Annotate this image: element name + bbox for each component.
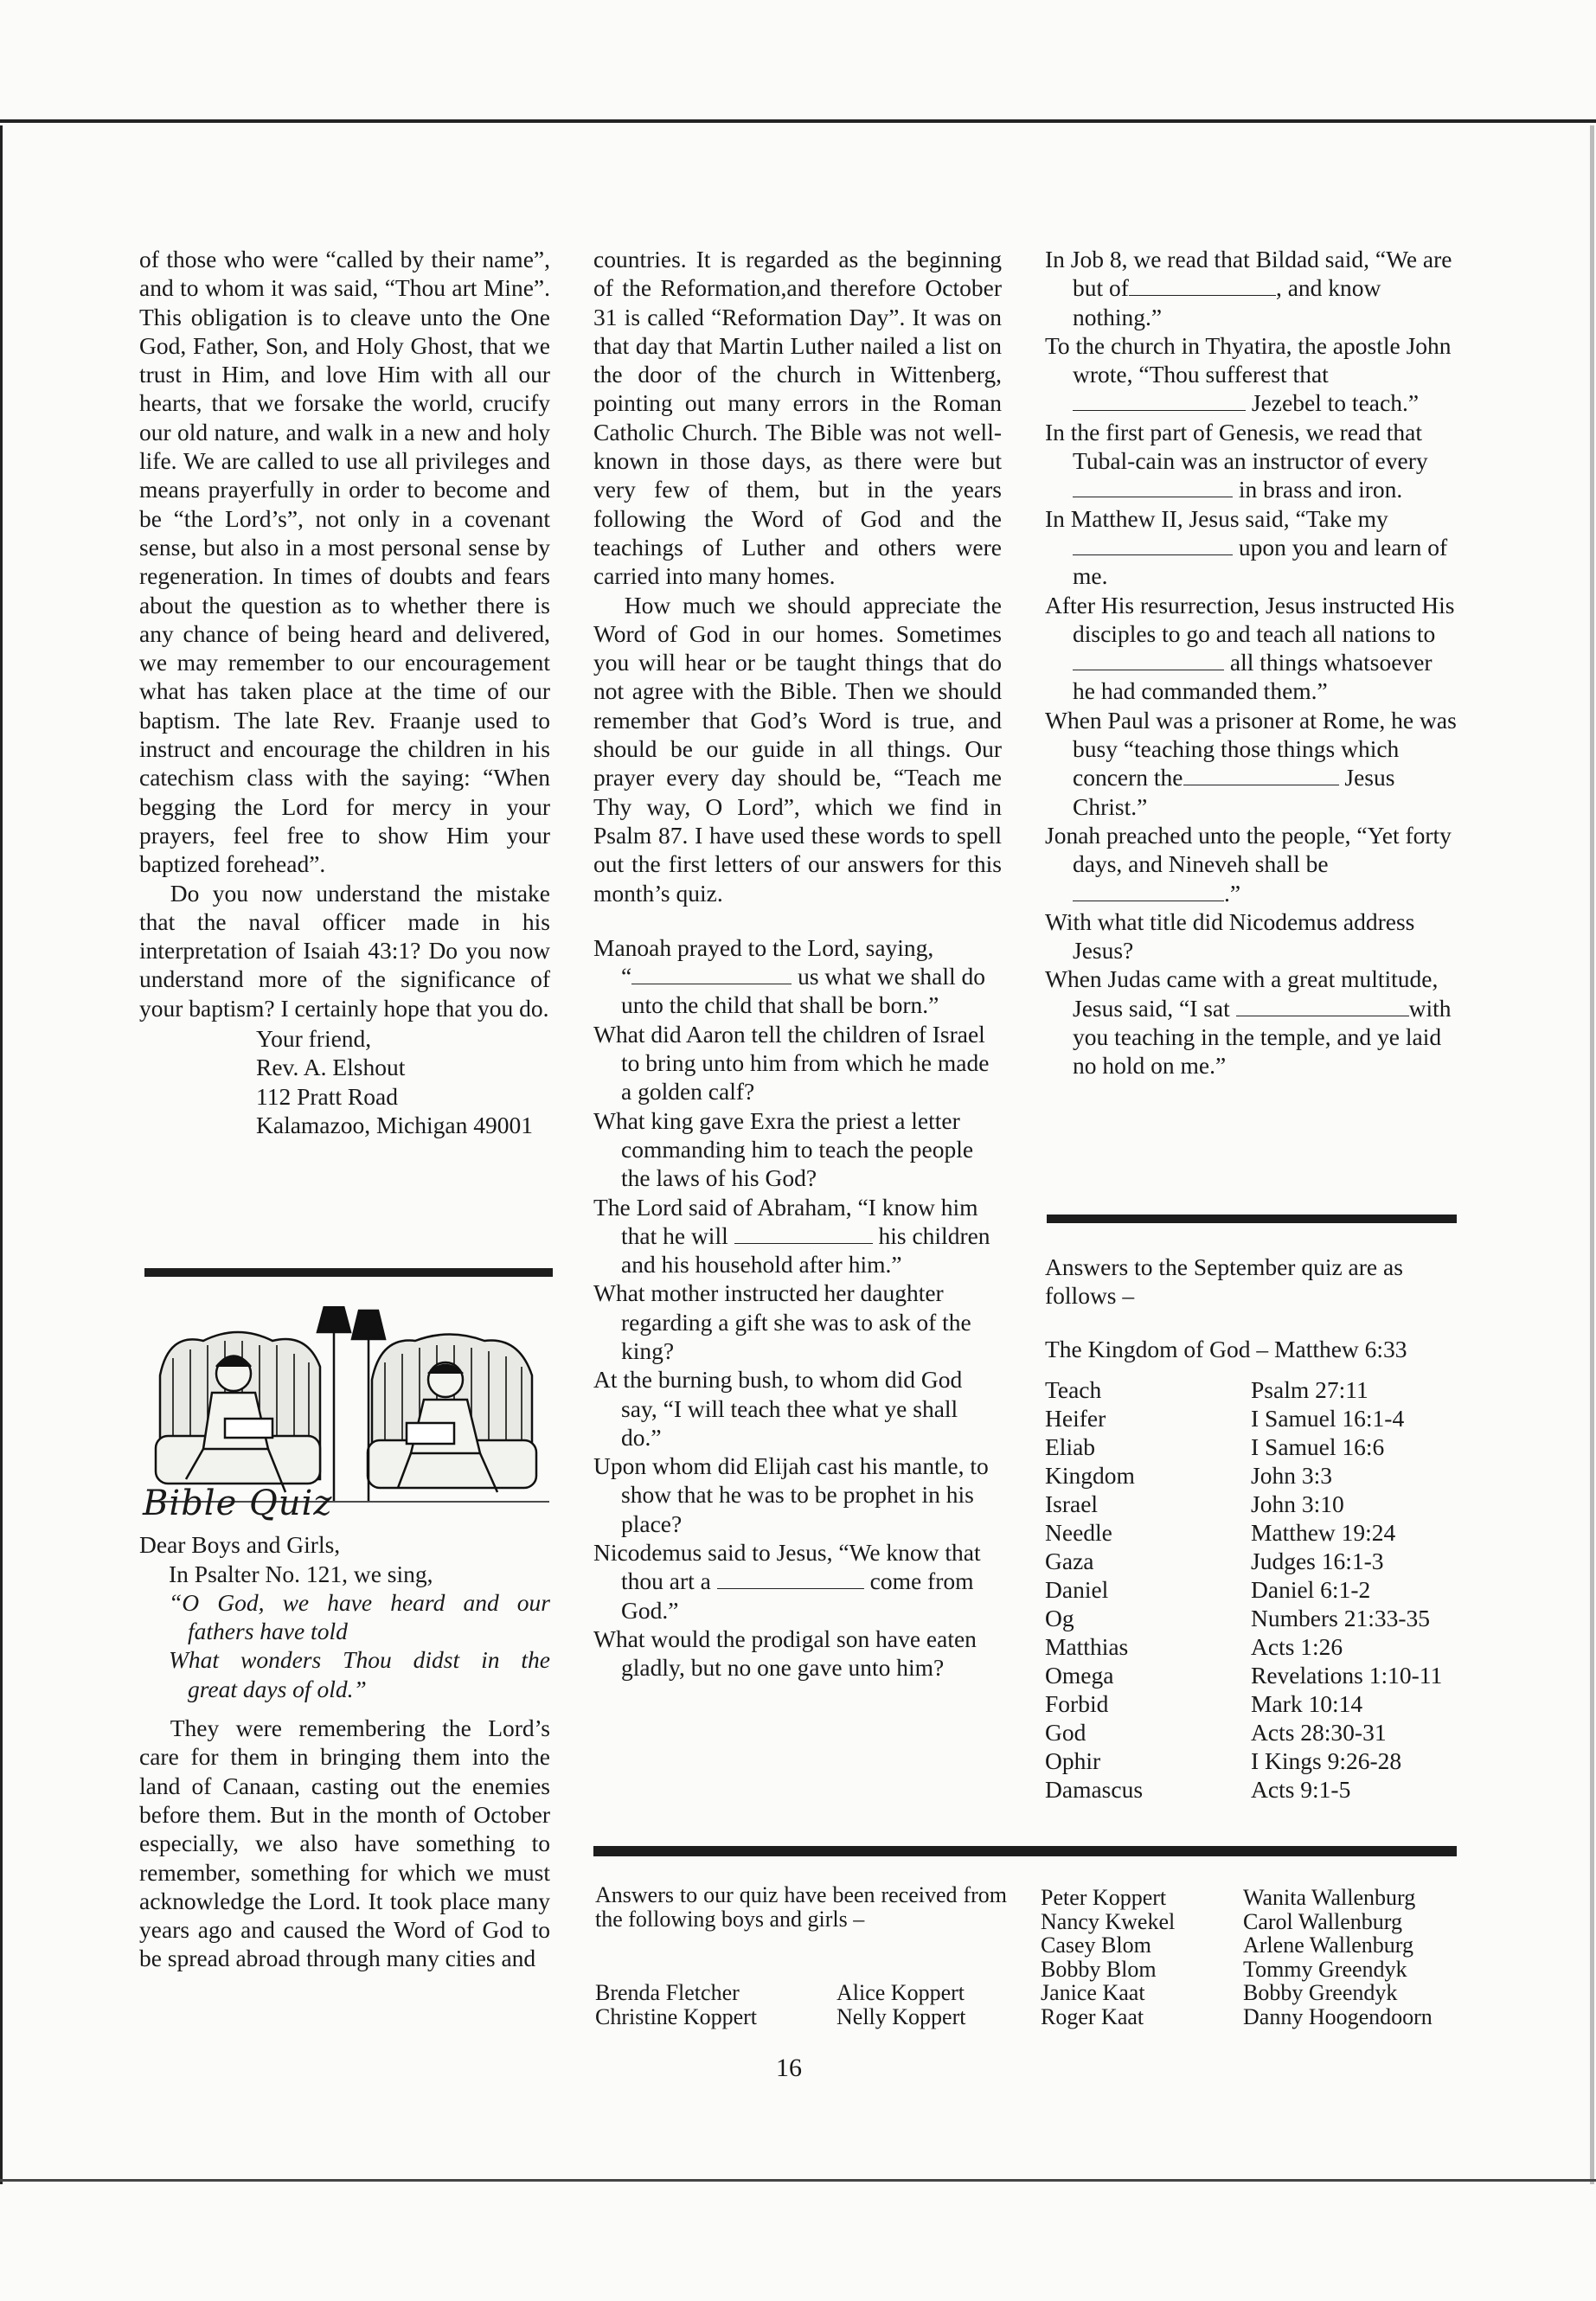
answer-word: Omega <box>1045 1661 1114 1689</box>
answer-blank <box>717 1569 864 1589</box>
verse-line-4: great days of old.” <box>188 1675 367 1702</box>
answers-intro: Answers to the September quiz are as follows – <box>1045 1253 1403 1310</box>
answer-row <box>1045 1632 1442 1661</box>
answer-blank <box>1073 478 1233 497</box>
answer-reference: I Samuel 16:1-4 <box>1251 1404 1405 1432</box>
illustration-drawing <box>151 1306 549 1514</box>
quiz-title: Bible Quiz <box>143 1484 333 1523</box>
name-entry: Alice Koppert <box>836 1980 965 2005</box>
reformation-paragraph-2: countries. It is regarded as the beginning of the Reformation,and therefore October 31 is called “Reformation Day”. It was on that day that Martin Luther nailed a list on the door of the church in Wittenberg, pointing out many errors in the Roman Catholic Church. The Bible was not well-known in those days, as there were but very few of them, but in the years following the Word of God and the teachings of Luther and others were carried into many homes. <box>593 246 1002 590</box>
signature-name: Rev. A. Elshout <box>256 1054 406 1081</box>
psalter-verse <box>139 1588 550 1703</box>
word-of-god-paragraph: How much we should appreciate the Word of God in our homes. Sometimes you will hear or be taught things that do not agree with the Bible. Then we should remember that God’s Word is true, and should be our guide in all things. Our prayer every day should be, “Teach me Thy way, O Lord”, which we find in Psalm 87. I have used these words to spell out the first letters of our answers for this month’s quiz. <box>593 591 1002 907</box>
quiz-question-14: After His resurrection, Jesus instructed His disciples to go and teach all nations to all things whatsoever he had commanded them.” <box>1045 591 1455 705</box>
answer-row <box>1045 1490 1442 1518</box>
name-entry: Casey Blom <box>1041 1932 1151 1958</box>
quiz-question-12: In the first part of Genesis, we read that Tubal-cain was an instructor of every in brass and iron. <box>1045 418 1428 503</box>
names-list-a <box>595 1981 757 2029</box>
footer-divider <box>593 1846 1457 1856</box>
answer-row <box>1045 1518 1442 1547</box>
answer-reference: Revelations 1:10-11 <box>1251 1661 1443 1689</box>
quiz-question-17: With what title did Nicodemus address Jesus? <box>1045 907 1415 965</box>
quiz-greeting: Dear Boys and Girls, <box>139 1531 341 1559</box>
answer-row <box>1045 1461 1442 1490</box>
answer-blank <box>1073 881 1224 901</box>
answer-blank <box>734 1224 873 1244</box>
verse-line-2: fathers have told <box>188 1618 348 1645</box>
answer-reference: I Kings 9:26-28 <box>1251 1747 1402 1774</box>
quiz-question-11: To the church in Thyatira, the apostle John wrote, “Thou sufferest that Jezebel to teach.” <box>1045 331 1452 417</box>
answer-row <box>1045 1661 1442 1689</box>
answer-reference: Judges 16:1-3 <box>1251 1547 1384 1574</box>
answer-row <box>1045 1689 1442 1718</box>
top-border <box>0 119 1596 123</box>
name-entry: Roger Kaat <box>1041 2003 1144 2029</box>
name-entry: Christine Koppert <box>595 2003 758 2029</box>
name-entry: Brenda Fletcher <box>595 1980 740 2005</box>
answer-word: Og <box>1045 1604 1074 1631</box>
answer-row <box>1045 1375 1442 1404</box>
names-list-d <box>1243 1886 1433 2029</box>
received-note <box>595 1883 1007 1931</box>
page-number: 16 <box>776 2054 802 2082</box>
name-entry: Tommy Greendyk <box>1243 1956 1407 1982</box>
name-entry: Carol Wallenburg <box>1243 1908 1402 1934</box>
reformation-paragraph-1: They were remembering the Lord’s care for them in bringing them into the land of Canaan, casting out the enemies before them. But in the month of October especially, we also have something to remember, something for which we must acknowledge the Lord. It took place many years ago and caused the Word of God to be spread abroad through many cities and <box>139 1715 550 1972</box>
name-entry: Bobby Blom <box>1041 1956 1157 1982</box>
answer-reference: John 3:3 <box>1251 1461 1332 1489</box>
names-list-b <box>836 1981 965 2029</box>
name-entry: Danny Hoogendoorn <box>1243 2003 1433 2029</box>
answer-blank <box>1183 766 1339 785</box>
answer-row <box>1045 1747 1442 1775</box>
answers-title: The Kingdom of God – Matthew 6:33 <box>1045 1335 1407 1362</box>
signature-line: Your friend, <box>256 1025 372 1053</box>
quiz-question-7: Upon whom did Elijah cast his mantle, to show that he was to be prophet in his place? <box>593 1452 989 1537</box>
quiz-question-8: Nicodemus said to Jesus, “We know that thou art a come from God.” <box>593 1539 981 1624</box>
right-edge <box>1590 125 1594 2184</box>
name-entry: Nelly Koppert <box>836 2003 966 2029</box>
answer-word: Daniel <box>1045 1575 1109 1603</box>
answer-row <box>1045 1775 1442 1804</box>
answer-blank <box>1073 651 1224 670</box>
quiz-questions-1 <box>593 933 1002 1682</box>
left-edge <box>0 125 3 2184</box>
answer-row <box>1045 1547 1442 1575</box>
quiz-question-6: At the burning bush, to whom did God say, “I will teach thee what ye shall do.” <box>593 1366 963 1451</box>
letter-paragraph-2: Do you now understand the mistake that the naval officer made in his interpretation of Isaiah 43:1? Do you now understand more of the significance of your baptism? I certainly hope that you do. <box>139 879 550 1022</box>
verse-line-1: “O God, we have heard and our <box>169 1588 550 1616</box>
quiz-question-15: When Paul was a prisoner at Rome, he was busy “teaching those things which concern the Jesus Christ.” <box>1045 706 1457 820</box>
answer-word: Gaza <box>1045 1547 1094 1574</box>
column-2 <box>593 245 1002 1682</box>
answer-reference: John 3:10 <box>1251 1490 1344 1517</box>
signature-city: Kalamazoo, Michigan 49001 <box>256 1111 533 1138</box>
answer-word: Kingdom <box>1045 1461 1135 1489</box>
answer-blank <box>1073 535 1233 555</box>
answer-word: Damascus <box>1045 1775 1144 1803</box>
answer-row <box>1045 1575 1442 1604</box>
quiz-question-3: What king gave Exra the priest a letter commanding him to teach the people the laws of his God? <box>593 1106 974 1192</box>
answer-blank <box>631 965 792 984</box>
quiz-question-10: In Job 8, we read that Bildad said, “We are but of , and know nothing.” <box>1045 246 1452 330</box>
answer-row <box>1045 1404 1442 1433</box>
answer-reference: I Samuel 16:6 <box>1251 1433 1385 1460</box>
answer-reference: Mark 10:14 <box>1251 1689 1363 1717</box>
names-list-c <box>1041 1886 1175 2029</box>
answer-blank <box>1073 391 1246 411</box>
answer-word: Heifer <box>1045 1404 1106 1432</box>
column-3 <box>1045 245 1458 1080</box>
answer-word: Matthias <box>1045 1632 1129 1660</box>
name-entry: Arlene Wallenburg <box>1243 1932 1413 1958</box>
reading-children-illustration <box>151 1306 549 1514</box>
quiz-question-2: What did Aaron tell the children of Israel to bring unto him from which he made a golden calf? <box>593 1020 990 1106</box>
verse-line-3: What wonders Thou didst in the <box>169 1646 550 1674</box>
answer-row <box>1045 1433 1442 1461</box>
answer-word: Teach <box>1045 1375 1102 1403</box>
name-entry: Bobby Greendyk <box>1243 1980 1398 2005</box>
quiz-question-13: In Matthew II, Jesus said, “Take my upon you and learn of me. <box>1045 504 1448 590</box>
answers-table <box>1045 1375 1442 1804</box>
answer-reference: Acts 9:1-5 <box>1251 1775 1351 1803</box>
quiz-question-9: What would the prodigal son have eaten gladly, but no one gave unto him? <box>593 1625 977 1682</box>
answer-word: Eliab <box>1045 1433 1096 1460</box>
answer-reference: Numbers 21:33-35 <box>1251 1604 1430 1631</box>
quiz-question-16: Jonah preached unto the people, “Yet forty days, and Nineveh shall be .” <box>1045 821 1452 907</box>
answer-reference: Matthew 19:24 <box>1251 1518 1396 1546</box>
quiz-question-18: When Judas came with a great multitude, Jesus said, “I sat with you teaching in the temple, and ye laid no hold on me.” <box>1045 965 1452 1080</box>
section-divider-left <box>144 1268 553 1277</box>
section-divider-right <box>1047 1215 1457 1223</box>
name-entry: Peter Koppert <box>1041 1885 1167 1910</box>
answer-blank <box>1129 276 1276 296</box>
name-entry: Janice Kaat <box>1041 1980 1145 2005</box>
september-answers <box>1045 1253 1458 1804</box>
received-intro: Answers to our quiz have been received from the following boys and girls – <box>595 1882 1007 1932</box>
letter-paragraph-1: of those who were “called by their name”, and to whom it was said, “Thou art Mine”. This obligation is to cleave unto the One God, Father, Son, and Holy Ghost, that we trust in Him, and love Him with all our hearts, that we forsake the world, crucify our old nature, and walk in a new and holy life. We are called to use all privileges and means prayerfully in order to become and be “the Lord’s”, not only in a covenant sense, but also in a most personal sense by regeneration. In times of doubts and fears about the question as to whether there is any chance of being heard and delivered, we may remember to our encouragement what has taken place at the time of our baptism. The late Rev. Fraanje used to instruct and encourage the children in his catechism class with the saying: “When begging the Lord for mercy in your prayers, feel free to show Him your baptized forehead”. <box>139 246 550 878</box>
answer-blank <box>1236 997 1409 1016</box>
name-entry: Wanita Wallenburg <box>1243 1885 1416 1910</box>
answer-row <box>1045 1604 1442 1632</box>
answer-reference: Acts 1:26 <box>1251 1632 1343 1660</box>
answer-word: Ophir <box>1045 1747 1101 1774</box>
answer-reference: Psalm 27:11 <box>1251 1375 1368 1403</box>
signature-street: 112 Pratt Road <box>256 1082 398 1110</box>
name-entry: Nancy Kwekel <box>1041 1908 1176 1934</box>
quiz-question-4: The Lord said of Abraham, “I know him that he will his children and his household after him.” <box>593 1193 990 1279</box>
answer-word: Forbid <box>1045 1689 1109 1717</box>
signature-block <box>139 1024 550 1139</box>
quiz-question-5: What mother instructed her daughter regarding a gift she was to ask of the king? <box>593 1279 971 1364</box>
answer-reference: Daniel 6:1-2 <box>1251 1575 1371 1603</box>
quiz-intro-column <box>139 1484 550 1973</box>
psalter-line: In Psalter No. 121, we sing, <box>169 1560 433 1587</box>
answer-reference: Acts 28:30-31 <box>1251 1718 1387 1746</box>
quiz-question-1: Manoah prayed to the Lord, saying, “ us what we shall do unto the child that shall be born.” <box>593 933 986 1019</box>
bottom-border <box>0 2179 1596 2182</box>
answer-word: Needle <box>1045 1518 1112 1546</box>
answer-row <box>1045 1718 1442 1747</box>
answer-word: Israel <box>1045 1490 1099 1517</box>
answer-word: God <box>1045 1718 1086 1746</box>
column-1 <box>139 245 550 1139</box>
